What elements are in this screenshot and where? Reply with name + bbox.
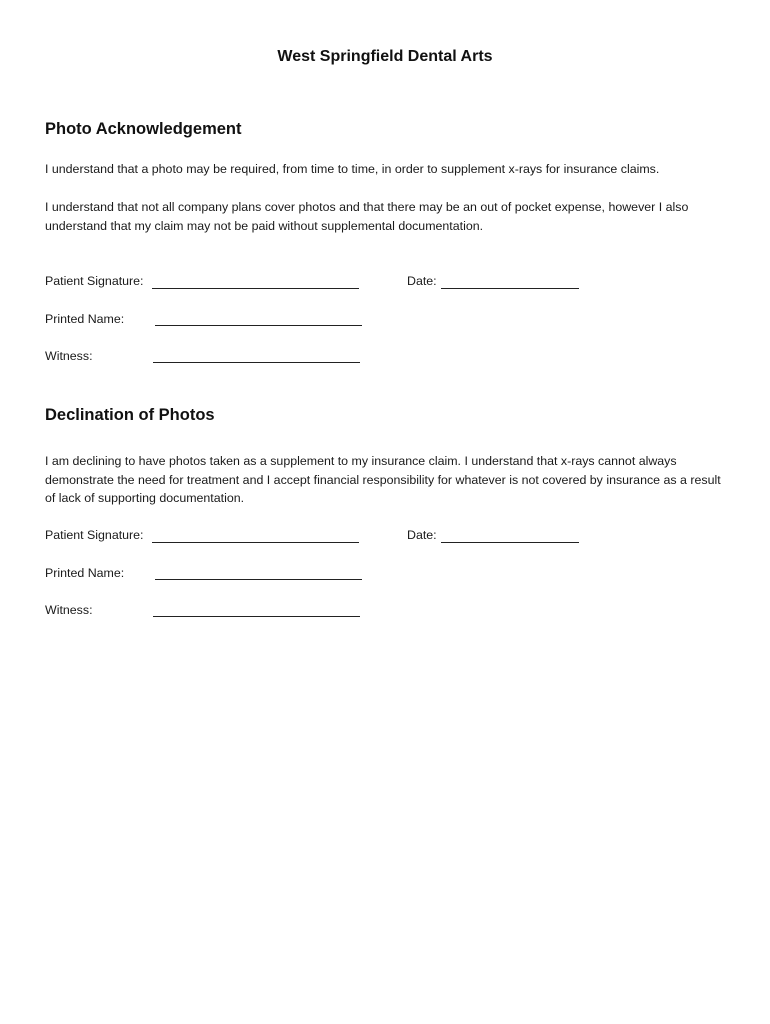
page-title: West Springfield Dental Arts (277, 48, 493, 65)
acknowledgement-printed-name-label: Printed Name: (45, 312, 125, 326)
declination-heading: Declination of Photos (45, 406, 215, 424)
declination-date-line[interactable] (441, 542, 579, 543)
declination-paragraph: I am declining to have photos taken as a supplement to my insurance claim. I understand that x-rays cannot always demonstrate the need for treatment and I accept financial responsibility for whatever is not covered by insurance as a result of lack of supporting documentation. (45, 454, 721, 505)
acknowledgement-printed-name-line[interactable] (155, 325, 362, 326)
declination-witness-line[interactable] (153, 616, 360, 617)
acknowledgement-witness-label: Witness: (45, 349, 93, 363)
acknowledgement-witness-line[interactable] (153, 362, 360, 363)
acknowledgement-paragraph-1: I understand that a photo may be required, from time to time, in order to supplement x-rays for insurance claims. (45, 162, 660, 176)
declination-date-label: Date: (407, 528, 437, 542)
declination-patient-signature-label: Patient Signature: (45, 528, 144, 542)
acknowledgement-paragraph-2: I understand that not all company plans cover photos and that there may be an out of pocket expense, however I also understand that my claim may not be paid without supplemental documentation. (45, 200, 689, 233)
declination-patient-signature-line[interactable] (152, 542, 359, 543)
acknowledgement-date-label: Date: (407, 274, 437, 288)
declination-printed-name-line[interactable] (155, 579, 362, 580)
acknowledgement-heading: Photo Acknowledgement (45, 120, 242, 138)
acknowledgement-patient-signature-line[interactable] (152, 288, 359, 289)
acknowledgement-patient-signature-label: Patient Signature: (45, 274, 144, 288)
declination-witness-label: Witness: (45, 603, 93, 617)
declination-printed-name-label: Printed Name: (45, 566, 125, 580)
acknowledgement-date-line[interactable] (441, 288, 579, 289)
